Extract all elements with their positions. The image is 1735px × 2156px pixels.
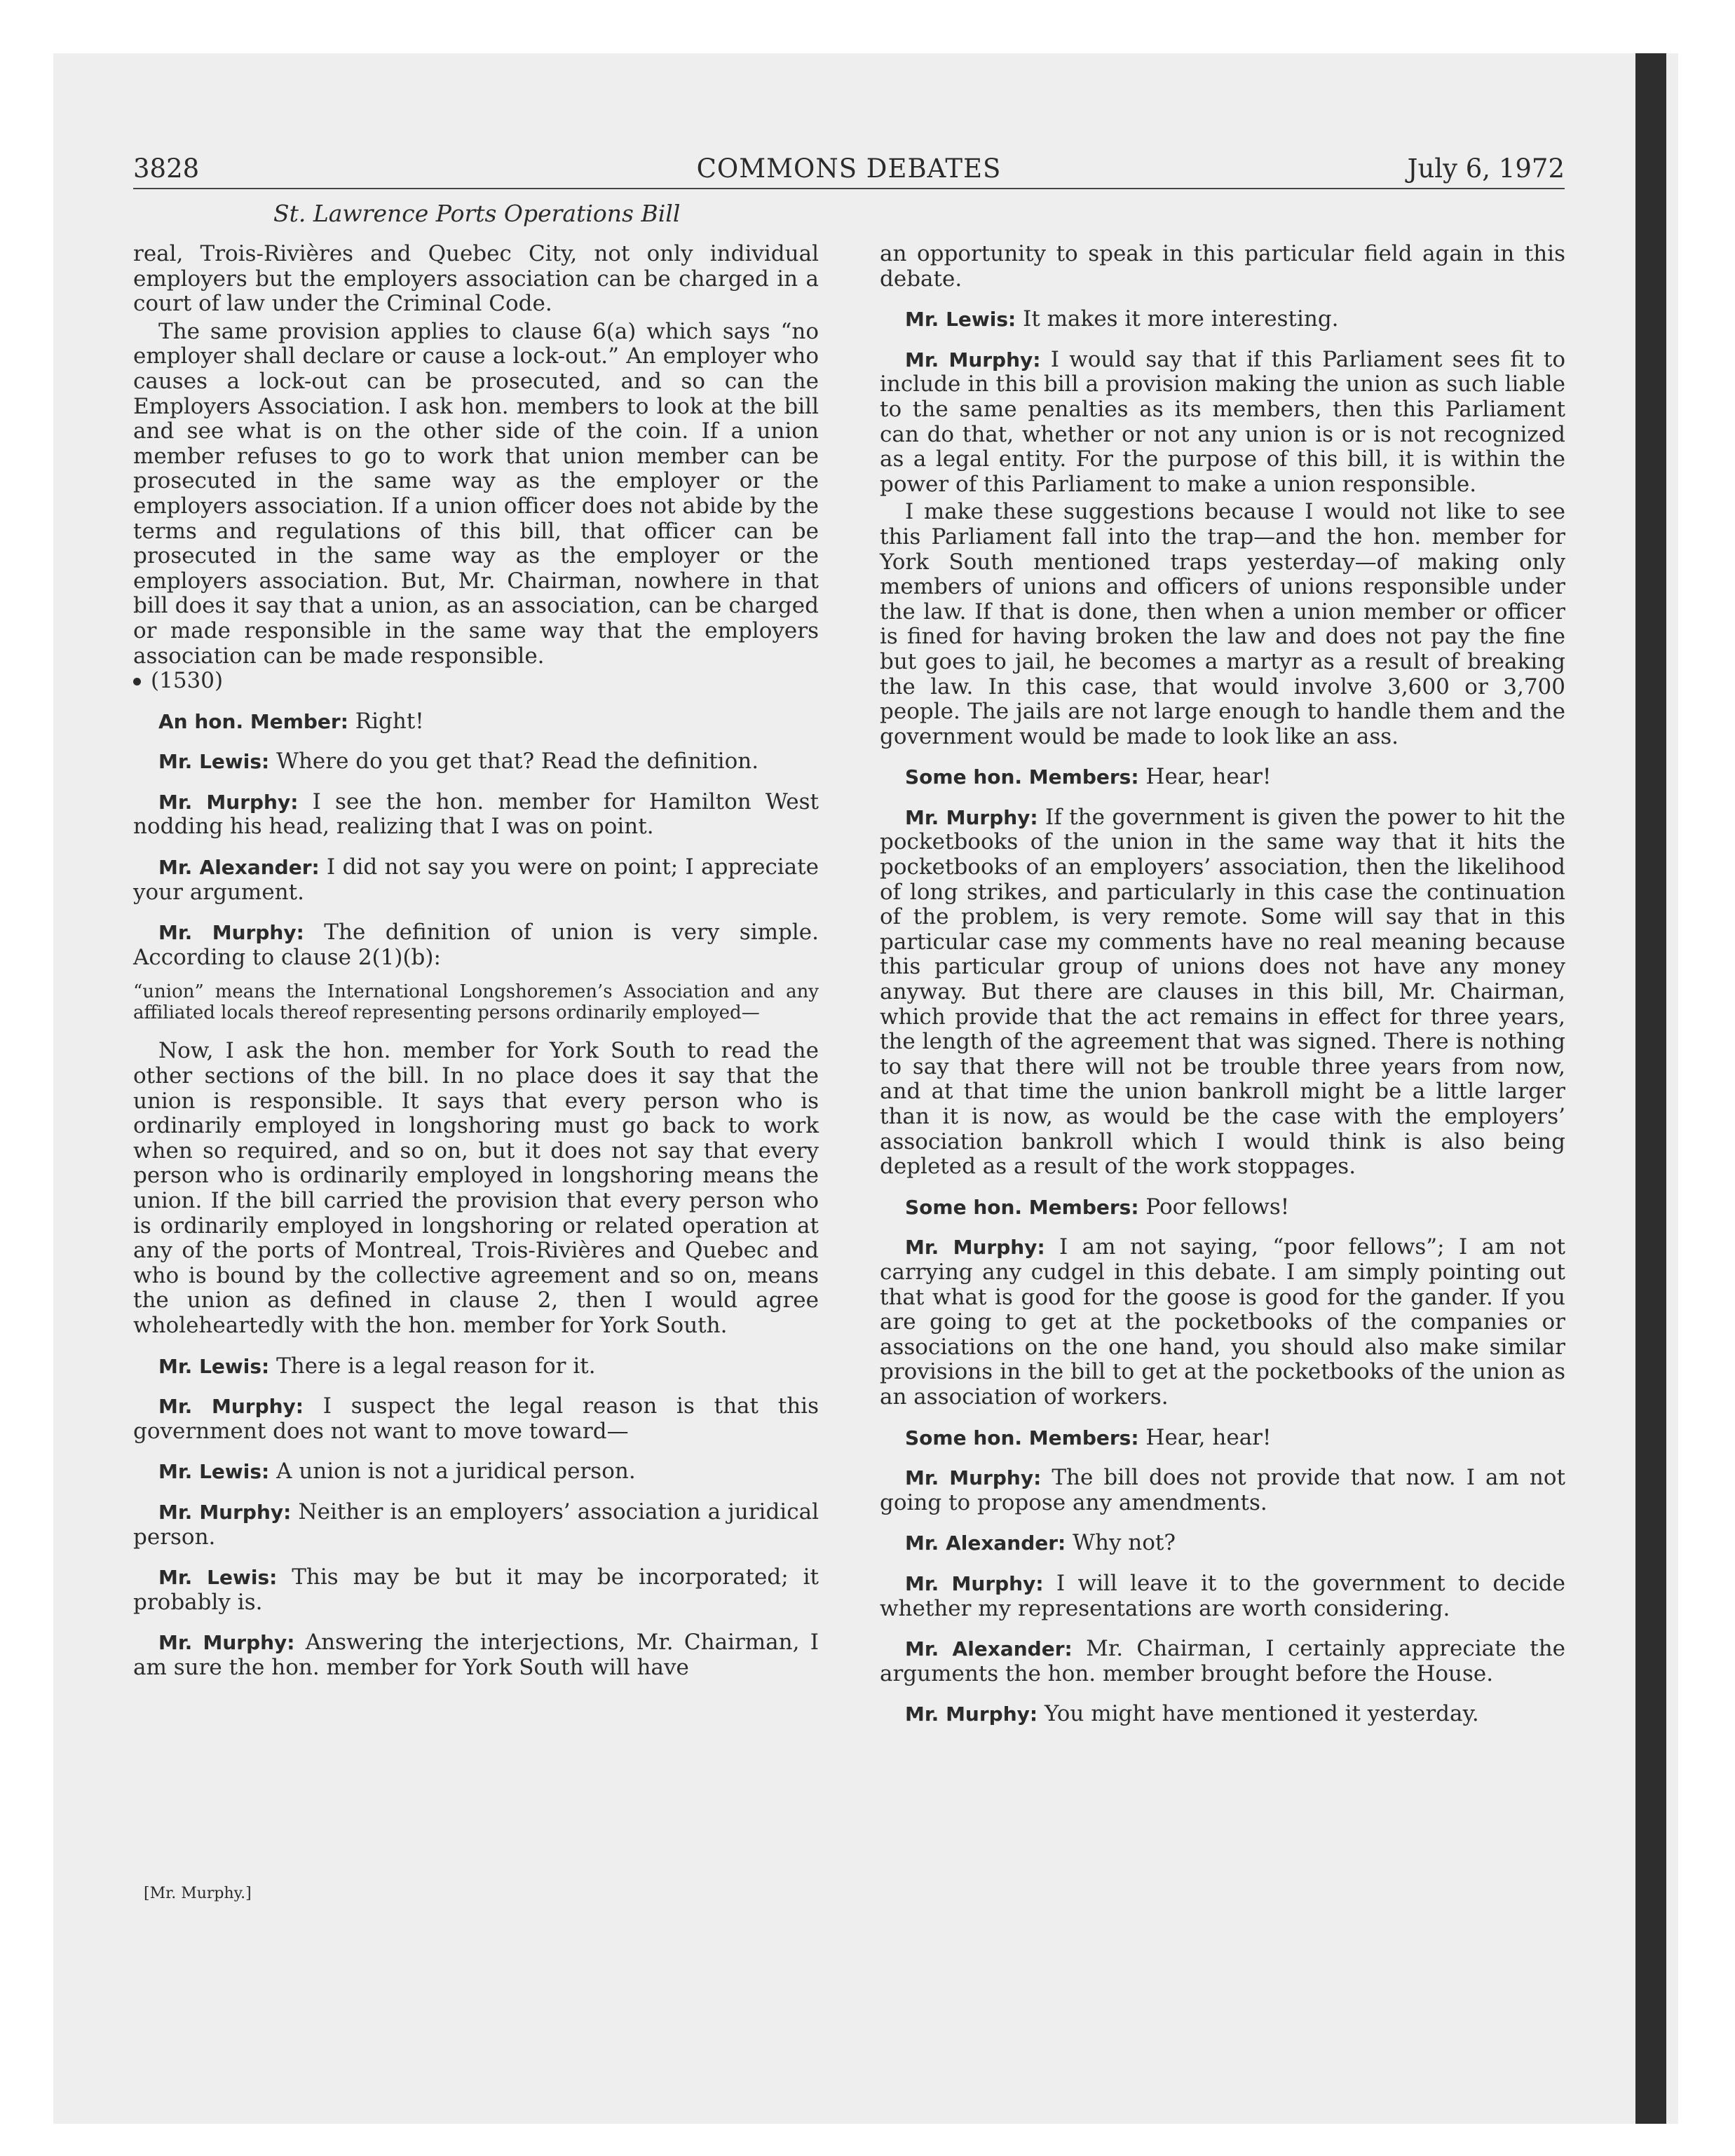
body-paragraph bbox=[880, 500, 1565, 749]
bullet-icon bbox=[133, 678, 141, 685]
speech-text: an opportunity to speak in this particular field again in this debate. bbox=[880, 241, 1565, 292]
speech-text: Now, I ask the hon. member for York South to read the other sections of the bill. In no place does it say that the union is responsible. It says that every person who is ordinarily employed in longshoring must go back to work when so required, and so on, but it does not say that every person who is ordinarily employed in longshoring means the union. If the bill carried the provision that every person who is ordinarily employed in longshoring or related operation at any of the ports of Montreal, Trois-Rivières and Quebec and who is bound by the collective agreement and so on, means the union as defined in clause 2, then I would agree wholeheartedly with the hon. member for York South. bbox=[133, 1038, 819, 1338]
speech-paragraph bbox=[880, 307, 1565, 332]
speech-text: This may be but it may be incorporated; it probably is. bbox=[133, 1564, 819, 1615]
speech-text: Hear, hear! bbox=[1145, 764, 1272, 790]
speech-text: If the government is given the power to hit the pocketbooks of the union in the same way that it hits the pocketbooks of an employers’ association, then the likelihood of long strikes, and particularly in this case the continuation of the problem, is very remote. Some will say that in this particular case my comments have no real meaning because this particular group of unions does not have any money anyway. But there are clauses in this bill, Mr. Chairman, which provide that the act remains in effect for three years, the length of the agreement that was signed. There is nothing to say that there will not be trouble three years from now, and at that time the union bankroll might be a little larger than it is now, as would be the case with the employers’ association bankroll which I would think is also being depleted as a result of the work stoppages. bbox=[880, 804, 1565, 1180]
speech-paragraph bbox=[133, 855, 819, 905]
speech-paragraph bbox=[880, 1466, 1565, 1515]
speech-paragraph bbox=[880, 765, 1565, 790]
speech-text: I am not saying, “poor fellows”; I am not carrying any cudgel in this debate. I am simply pointing out that what is good for the goose is good for the gander. If you are going to get at the pocketbooks of the companies or associations on the one hand, you should also make similar provisions in the bill to get at the pocketbooks of the union as an association of workers. bbox=[880, 1234, 1565, 1410]
speech-text: Poor fellows! bbox=[1145, 1194, 1290, 1220]
speech-paragraph bbox=[133, 1565, 819, 1615]
speaker-name: Mr. Lewis: bbox=[158, 750, 270, 774]
time-marker bbox=[133, 669, 819, 694]
speaker-name: Mr. Murphy: bbox=[905, 1466, 1042, 1490]
body-paragraph bbox=[133, 320, 819, 669]
speaker-name: Mr. Murphy: bbox=[905, 1571, 1044, 1595]
speaker-name: An hon. Member: bbox=[158, 709, 348, 733]
left-column-speeches-2 bbox=[133, 1039, 819, 1680]
speaker-name: Mr. Lewis: bbox=[158, 1566, 278, 1590]
speech-text: The definition of union is very simple. According to clause 2(1)(b): bbox=[133, 920, 819, 970]
speaker-name: Mr. Murphy: bbox=[905, 348, 1041, 371]
speaker-name: Mr. Murphy: bbox=[905, 1703, 1038, 1726]
speech-text: I will leave it to the government to decide whether my representations are worth considering. bbox=[880, 1570, 1565, 1621]
publication-title: COMMONS DEBATES bbox=[696, 153, 1002, 184]
speech-paragraph bbox=[133, 1354, 819, 1379]
speaker-name: Mr. Lewis: bbox=[905, 308, 1016, 332]
speaker-name: Mr. Murphy: bbox=[158, 1395, 304, 1419]
speech-text: Right! bbox=[355, 708, 424, 734]
speech-paragraph bbox=[880, 805, 1565, 1180]
footer-speaker-note: [Mr. Murphy.] bbox=[144, 1885, 252, 1902]
page-number: 3828 bbox=[133, 153, 200, 184]
speaker-name: Mr. Lewis: bbox=[158, 1460, 270, 1484]
speech-text: I see the hon. member for Hamilton West nodding his head, realizing that I was on point. bbox=[133, 789, 819, 840]
speech-paragraph bbox=[880, 1637, 1565, 1686]
right-column-speeches bbox=[880, 242, 1565, 1727]
speech-paragraph bbox=[880, 1571, 1565, 1621]
speech-text: I make these suggestions because I would not like to see this Parliament fall into the trap—and the hon. member for York South mentioned traps yesterday—of making only members of unions and officers of unions responsible under the law. If that is done, then when a union member or officer is fined for having broken the law and does not pay the fine but goes to jail, he becomes a martyr as a result of breaking the law. In this case, that would involve 3,600 or 3,700 people. The jails are not large enough to handle them and the government would be made to look like an ass. bbox=[880, 499, 1565, 749]
left-column bbox=[133, 242, 819, 1681]
quoted-definition: “union” means the International Longshoremen’s Association and any affiliated locals thereof representing persons ordinarily employed— bbox=[133, 981, 819, 1024]
speaker-name: Mr. Alexander: bbox=[158, 856, 320, 880]
body-paragraph bbox=[133, 242, 819, 317]
speaker-name: Some hon. Members: bbox=[905, 1426, 1139, 1449]
speech-paragraph bbox=[133, 1500, 819, 1550]
speech-text: Answering the interjections, Mr. Chairman, I am sure the hon. member for York South will have bbox=[133, 1630, 819, 1680]
speech-paragraph bbox=[880, 1702, 1565, 1727]
body-paragraph bbox=[133, 1039, 819, 1338]
speaker-name: Mr. Alexander: bbox=[905, 1637, 1073, 1661]
speaker-name: Mr. Murphy: bbox=[158, 921, 304, 945]
bill-title: St. Lawrence Ports Operations Bill bbox=[273, 200, 681, 227]
speech-text: Mr. Chairman, I certainly appreciate the arguments the hon. member brought before the House. bbox=[880, 1636, 1566, 1686]
speech-text: Hear, hear! bbox=[1145, 1424, 1272, 1450]
body-paragraph bbox=[880, 242, 1565, 292]
speech-paragraph bbox=[880, 1195, 1565, 1220]
speech-paragraph bbox=[133, 1394, 819, 1444]
right-column bbox=[880, 242, 1565, 1727]
speech-paragraph bbox=[133, 749, 819, 775]
speech-paragraph bbox=[880, 1426, 1565, 1451]
speaker-name: Mr. Alexander: bbox=[905, 1531, 1066, 1555]
speaker-name: Mr. Murphy: bbox=[158, 1631, 295, 1655]
speaker-name: Mr. Murphy: bbox=[905, 805, 1038, 829]
speech-paragraph bbox=[133, 1459, 819, 1485]
left-column-paragraphs bbox=[133, 242, 819, 669]
speech-text: real, Trois-Rivières and Quebec City, not only individual employers but the employers association can be charged in a court of law under the Criminal Code. bbox=[133, 241, 819, 317]
left-column-speeches bbox=[133, 709, 819, 971]
running-head bbox=[133, 153, 1565, 189]
speech-paragraph bbox=[133, 709, 819, 735]
scan-edge-bar bbox=[1635, 53, 1666, 2124]
speaker-name: Some hon. Members: bbox=[905, 765, 1139, 789]
speech-text: There is a legal reason for it. bbox=[276, 1353, 596, 1379]
speaker-name: Mr. Murphy: bbox=[905, 1236, 1045, 1260]
speech-paragraph bbox=[880, 1235, 1565, 1410]
speech-text: Where do you get that? Read the definition. bbox=[276, 749, 759, 775]
speech-paragraph bbox=[133, 920, 819, 970]
page-date: July 6, 1972 bbox=[1407, 153, 1565, 184]
speech-text: You might have mentioned it yesterday. bbox=[1044, 1701, 1479, 1727]
speech-paragraph bbox=[880, 1531, 1565, 1556]
speech-text: It makes it more interesting. bbox=[1023, 306, 1339, 332]
speech-paragraph bbox=[133, 1630, 819, 1680]
speech-text: The same provision applies to clause 6(a) which says “no employer shall declare or cause a lock-out.” An employer who causes a lock-out can be prosecuted, and so can the Employers Association. I ask hon. members to look at the bill and see what is on the other side of the coin. If a union member refuses to go to work that union member can be prosecuted in the same way as the employer or the employers association. If a union officer does not abide by the terms and regulations of this bill, that officer can be prosecuted in the same way as the employer or the employers association. But, Mr. Chairman, nowhere in that bill does it say that a union, as an association, can be charged or made responsible in the same way that the employers association can be made responsible. bbox=[133, 318, 819, 669]
speech-text: I would say that if this Parliament sees fit to include in this bill a provision making the union as such liable to the same penalties as its members, then this Parliament can do that, whether or not any union is or is not recognized as a legal entity. For the purpose of this bill, it is within the power of this Parliament to make a union responsible. bbox=[880, 346, 1565, 497]
speech-text: I suspect the legal reason is that this government does not want to move toward— bbox=[133, 1393, 819, 1444]
speaker-name: Some hon. Members: bbox=[905, 1195, 1139, 1219]
speech-text: The bill does not provide that now. I am not going to propose any amendments. bbox=[880, 1465, 1565, 1515]
speaker-name: Mr. Murphy: bbox=[158, 1500, 292, 1524]
speech-text: A union is not a juridical person. bbox=[276, 1459, 636, 1485]
speaker-name: Mr. Murphy: bbox=[158, 790, 299, 814]
speech-paragraph bbox=[133, 790, 819, 840]
speaker-name: Mr. Lewis: bbox=[158, 1354, 270, 1378]
time-marker-text: (1530) bbox=[151, 668, 224, 694]
speech-text: I did not say you were on point; I appreciate your argument. bbox=[133, 854, 819, 905]
speech-text: Neither is an employers’ association a juridical person. bbox=[133, 1499, 819, 1550]
speech-text: Why not? bbox=[1073, 1530, 1176, 1556]
speech-paragraph bbox=[880, 348, 1565, 498]
